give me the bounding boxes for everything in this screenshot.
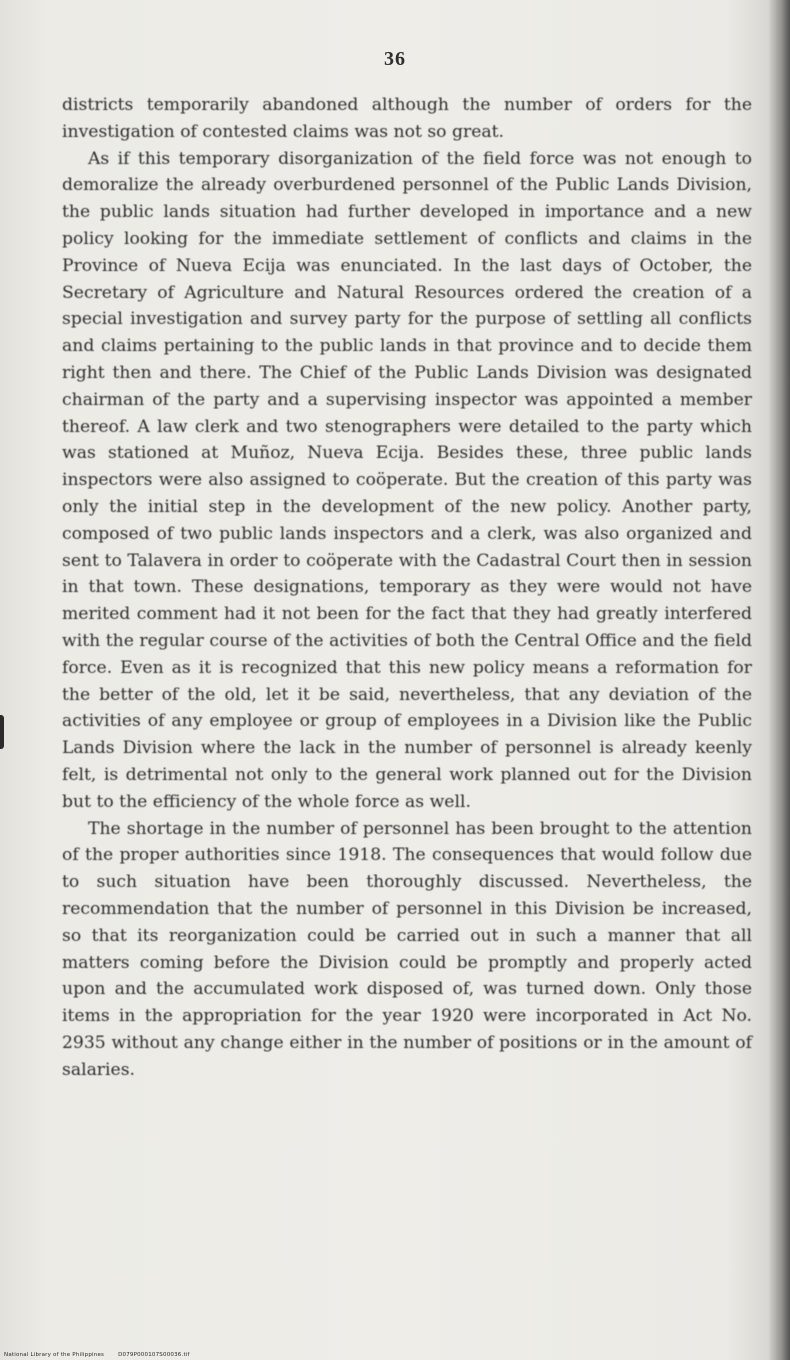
- scan-footer: [4, 1352, 202, 1358]
- paragraph-field-force: As if this temporary disorganization of the field force was not enough to demoralize the already overburdened personnel of the Public Lands Division, the public lands situation had further developed in importance and a new policy looking for the immediate settlement of conflicts and claims in the Province of Nueva Ecija was enunciated. In the last days of October, the Secretary of Agriculture and Natural Resources ordered the creation of a special investigation and survey party for the purpose of settling all conflicts and claims pertaining to the public lands in that province and to decide them right then and there. The Chief of the Public Lands Division was designated chairman of the party and a supervising inspector was appointed a member thereof. A law clerk and two stenographers were detailed to the party which was stationed at Muñoz, Nueva Ecija. Besides these, three public lands inspectors were also assigned to coöperate. But the creation of this party was only the initial step in the development of the new policy. Another party, composed of two public lands inspectors and a clerk, was also organized and sent to Talavera in order to coöperate with the Cadastral Court then in session in that town. These designations, temporary as they were would not have merited comment had it not been for the fact that they had greatly interfered with the regular course of the activities of both the Central Office and the field force. Even as it is recognized that this new policy means a reformation for the better of the old, let it be said, nevertheless, that any deviation of the activities of any employee or group of employees in a Division like the Public Lands Division where the lack in the number of personnel is already keenly felt, is detrimental not only to the general work planned out for the Division but to the efficiency of the whole force as well.: [62, 148, 752, 812]
- page-number: 36: [384, 48, 406, 70]
- binding-notch: [0, 715, 4, 749]
- library-credit: National Library of the Philippines: [4, 1352, 105, 1358]
- paragraph-continuation: districts temporarily abandoned although the number of orders for the investigation of contested claims was not so great.: [62, 95, 752, 142]
- file-code: D079P000107S00036.tif: [118, 1352, 190, 1358]
- body-text: [62, 92, 752, 1083]
- paragraph-personnel-shortage: The shortage in the number of personnel has been brought to the attention of the proper authorities since 1918. The consequences that would follow due to such situation have been thoroughly discussed. Nevertheless, the recommendation that the number of personnel in this Division be increased, so that its reorganization could be carried out in such a manner that all matters coming before the Division could be promptly and properly acted upon and the accumulated work disposed of, was turned down. Only those items in the appropriation for the year 1920 were incorporated in Act No. 2935 without any change either in the number of positions or in the amount of salaries.: [62, 818, 752, 1080]
- spine-shadow: [768, 0, 790, 1360]
